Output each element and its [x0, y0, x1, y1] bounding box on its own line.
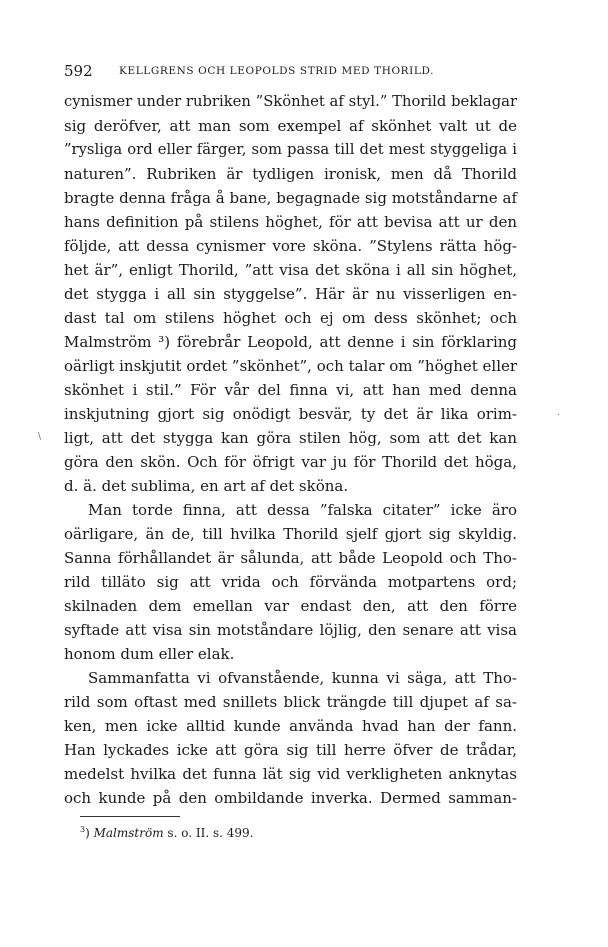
text-line: göra den skön. Och för öfrigt var ju för Thorild det höga,	[64, 453, 517, 471]
text-line: inskjutning gjort sig onödigt besvär, ty det är lika orim-	[64, 405, 517, 423]
text-line: sig deröfver, att man som exempel af skönhet valt ut de	[64, 117, 517, 135]
text-line: skilnaden dem emellan var endast den, att den förre	[64, 597, 517, 615]
text-line: Sammanfatta vi ofvanstående, kunna vi säga, att Tho-	[88, 669, 517, 687]
margin-mark: .	[557, 408, 560, 418]
footnote-divider	[80, 816, 180, 817]
text-line: Man torde finna, att dessa ”falska citater” icke äro	[88, 501, 517, 519]
text-line: het är”, enligt Thorild, ”att visa det sköna i all sin höghet,	[64, 261, 517, 279]
text-line: rild som oftast med snillets blick trängde till djupet af sa-	[64, 693, 517, 711]
text-line: ”rysliga ord eller färger, som passa till det mest styggeliga i	[64, 141, 517, 158]
text-line: ken, men icke alltid kunde använda hvad han der fann.	[64, 717, 517, 735]
text-line: d. ä. det sublima, en art af det sköna.	[64, 477, 349, 495]
margin-mark: \	[38, 432, 42, 442]
text-line: och kunde på den ombildande inverka. Dermed samman-	[64, 789, 517, 807]
page-header	[64, 62, 520, 82]
text-line: det stygga i all sin styggelse”. Här är nu visserligen en-	[64, 285, 517, 303]
text-line: cynismer under rubriken ”Skönhet af styl.” Thorild beklagar	[64, 93, 517, 110]
text-line: Sanna förhållandet är sålunda, att både Leopold och Tho-	[64, 549, 517, 567]
text-line: Han lyckades icke att göra sig till herre öfver de trådar,	[64, 741, 517, 759]
page-number: 592	[64, 62, 93, 80]
footnote-reference: s. o. II. s. 499.	[167, 826, 254, 840]
text-line: ligt, att det stygga kan göra stilen hög, som att det kan	[64, 429, 517, 447]
footnote	[80, 820, 253, 840]
footnote-paren: )	[85, 826, 94, 840]
text-line: dast tal om stilens höghet och ej om dess skönhet; och	[64, 309, 517, 327]
footnote-author: Malmström	[93, 826, 164, 840]
text-line: rild tilläto sig att vrida och förvända motpartens ord;	[64, 573, 517, 591]
text-line: Malmström ³) förebrår Leopold, att denne i sin förklaring	[64, 333, 517, 351]
footnote-marker: 3	[80, 825, 86, 834]
text-line: medelst hvilka det funna lät sig vid verkligheten anknytas	[64, 765, 517, 783]
text-line: syftade att visa sin motståndare löjlig, den senare att visa	[64, 621, 517, 639]
text-line: skönhet i stil.” För vår del finna vi, att han med denna	[64, 381, 517, 399]
text-line: bragte denna fråga å bane, begagnade sig motståndarne af	[64, 189, 517, 207]
text-line: oärligt inskjutit ordet ”skönhet”, och talar om ”höghet eller	[64, 357, 518, 375]
text-line: oärligare, än de, till hvilka Thorild sjelf gjort sig skyldig.	[64, 525, 517, 543]
text-line: honom dum eller elak.	[64, 645, 235, 663]
text-line: följde, att dessa cynismer vore sköna. ”Stylens rätta hög-	[64, 237, 517, 255]
text-line: hans definition på stilens höghet, för att bevisa att ur den	[64, 213, 517, 231]
running-title: KELLGRENS OCH LEOPOLDS STRID MED THORILD.	[119, 65, 435, 77]
text-line: naturen”. Rubriken är tydligen ironisk, men då Thorild	[64, 165, 517, 183]
